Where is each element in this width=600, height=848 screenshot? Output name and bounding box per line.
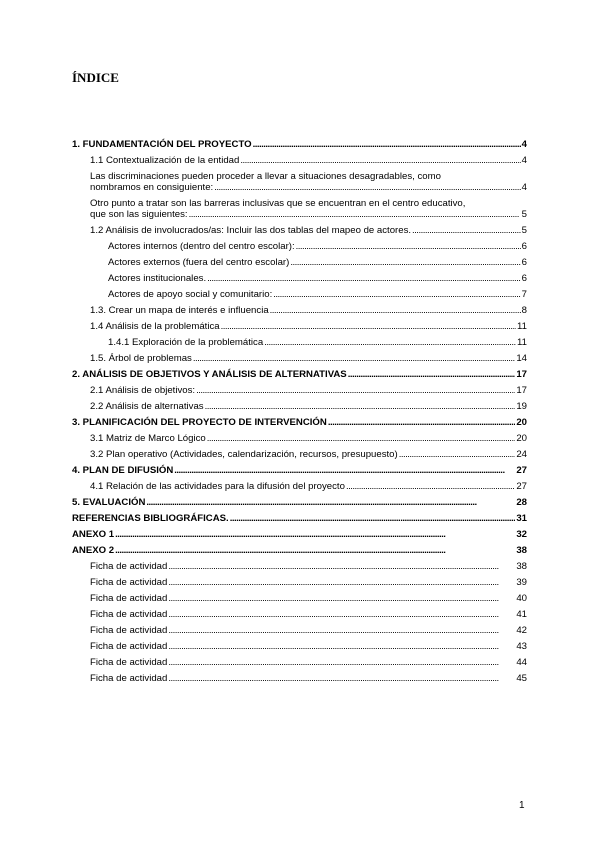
toc-entry-text: 3. PLANIFICACIÓN DEL PROYECTO DE INTERVENCIÓN <box>72 417 327 428</box>
toc-entry-section[interactable] <box>72 139 527 150</box>
toc-entry-text: 1.4 Análisis de la problemática <box>90 321 220 332</box>
toc-entry-text: Ficha de actividad <box>90 673 168 684</box>
toc-page-number: 28 <box>516 497 527 508</box>
toc-entry[interactable] <box>72 353 527 364</box>
dot-leader <box>346 481 515 492</box>
dot-leader <box>168 609 515 620</box>
toc-entry[interactable] <box>72 577 527 588</box>
dot-leader <box>168 625 515 636</box>
toc-page-number: 40 <box>516 593 527 604</box>
toc-entry[interactable] <box>72 198 527 220</box>
toc-page-number: 24 <box>516 449 527 460</box>
toc-page-number: 41 <box>516 609 527 620</box>
toc-entry-text: Actores institucionales. <box>108 273 207 284</box>
dot-leader <box>270 305 521 316</box>
toc-page-number: 32 <box>516 529 527 540</box>
toc-entry-text: 2.2 Análisis de alternativas <box>90 401 204 412</box>
dot-leader <box>189 209 521 220</box>
toc-entry[interactable] <box>72 609 527 620</box>
toc-entry-section[interactable] <box>72 465 527 476</box>
toc-entry-text: que son las siguientes: <box>90 209 188 220</box>
dot-leader <box>168 673 515 684</box>
dot-leader <box>399 449 516 460</box>
toc-entry-text: Las discriminaciones pueden proceder a llevar a situaciones desagradables, como <box>90 171 441 182</box>
toc-entry-section[interactable] <box>72 369 527 380</box>
toc-entry-section[interactable] <box>72 513 527 524</box>
toc-entry-section[interactable] <box>72 529 527 540</box>
toc-page-number: 19 <box>516 401 527 412</box>
dot-leader <box>230 513 516 524</box>
toc-page-number: 6 <box>521 241 527 252</box>
toc-page-number: 27 <box>516 481 527 492</box>
toc-entry[interactable] <box>72 155 527 166</box>
toc-entry[interactable] <box>72 385 527 396</box>
toc-entry[interactable] <box>72 673 527 684</box>
dot-leader <box>207 433 516 444</box>
toc-entry-text: 4.1 Relación de las actividades para la difusión del proyecto <box>90 481 345 492</box>
dot-leader <box>290 257 520 268</box>
toc-entry[interactable] <box>72 225 527 236</box>
toc-page-number: 4 <box>521 182 527 193</box>
dot-leader <box>348 369 516 380</box>
toc-page-number: 7 <box>521 289 527 300</box>
toc-entry-text: 5. EVALUACIÓN <box>72 497 146 508</box>
toc-entry-text: 1.2 Análisis de involucrados/as: Incluir las dos tablas del mapeo de actores. <box>90 225 412 236</box>
toc-entry-text: Actores de apoyo social y comunitario: <box>108 289 273 300</box>
toc-entry[interactable] <box>72 171 527 193</box>
toc-page-number: 4 <box>521 139 527 150</box>
toc-entry-section[interactable] <box>72 417 527 428</box>
dot-leader <box>214 182 520 193</box>
toc-page-number: 5 <box>521 209 527 220</box>
toc-entry-text: Otro punto a tratar son las barreras inclusivas que se encuentran en el centro educativo, <box>90 198 466 209</box>
toc-entry-text: 3.1 Matriz de Marco Lógico <box>90 433 206 444</box>
dot-leader <box>273 289 520 300</box>
toc-page-number: 11 <box>517 321 527 332</box>
toc-page-number: 44 <box>516 657 527 668</box>
dot-leader <box>168 641 515 652</box>
toc-page-number: 4 <box>521 155 527 166</box>
toc-page-number: 6 <box>521 273 527 284</box>
toc-page-number: 17 <box>516 385 527 396</box>
toc-page-number: 20 <box>516 417 527 428</box>
toc-page-number: 17 <box>516 369 527 380</box>
dot-leader <box>240 155 520 166</box>
toc-entry-text: 1.4.1 Exploración de la problemática <box>108 337 264 348</box>
dot-leader <box>193 353 515 364</box>
toc-entry[interactable] <box>72 561 527 572</box>
toc-entry-section[interactable] <box>72 545 527 556</box>
dot-leader <box>168 657 515 668</box>
dot-leader <box>221 321 516 332</box>
toc-subentry[interactable] <box>72 273 527 284</box>
dot-leader <box>174 465 515 476</box>
toc-page-number: 11 <box>517 337 527 348</box>
toc-entry-text: ANEXO 1 <box>72 529 115 540</box>
toc-entry[interactable] <box>72 625 527 636</box>
toc-entry[interactable] <box>72 481 527 492</box>
toc-entry-text: Ficha de actividad <box>90 609 168 620</box>
toc-entry[interactable] <box>72 305 527 316</box>
dot-leader <box>168 593 515 604</box>
toc-entry-text: Ficha de actividad <box>90 577 168 588</box>
toc-entry-text: Ficha de actividad <box>90 625 168 636</box>
toc-page-number: 14 <box>516 353 527 364</box>
toc-entry[interactable] <box>72 657 527 668</box>
dot-leader <box>328 417 516 428</box>
dot-leader <box>115 545 515 556</box>
toc-entry-text: Actores internos (dentro del centro escolar): <box>108 241 295 252</box>
toc-entry-text: nombramos en consiguiente: <box>90 182 214 193</box>
toc-entry[interactable] <box>72 593 527 604</box>
toc-entry-text: Ficha de actividad <box>90 561 168 572</box>
toc-entry-text: ANEXO 2 <box>72 545 115 556</box>
toc-subentry[interactable] <box>72 289 527 300</box>
dot-leader <box>168 577 515 588</box>
toc-entry[interactable] <box>72 449 527 460</box>
toc-subentry[interactable] <box>72 241 527 252</box>
dot-leader <box>207 273 521 284</box>
toc-entry-text: 2.1 Análisis de objetivos: <box>90 385 196 396</box>
toc-title: ÍNDICE <box>72 70 119 85</box>
toc-page-number: 5 <box>521 225 527 236</box>
toc-entry[interactable] <box>72 401 527 412</box>
dot-leader <box>205 401 516 412</box>
toc-entry-section[interactable] <box>72 497 527 508</box>
toc-page-number: 43 <box>516 641 527 652</box>
toc-entry-text: Actores externos (fuera del centro escolar) <box>108 257 290 268</box>
toc-entry-text: Ficha de actividad <box>90 657 168 668</box>
toc-entry-text: 1.1 Contextualización de la entidad <box>90 155 240 166</box>
toc-page-number: 8 <box>521 305 527 316</box>
toc-page-number: 38 <box>516 561 527 572</box>
dot-leader <box>168 561 515 572</box>
dot-leader <box>296 241 521 252</box>
toc-page-number: 20 <box>516 433 527 444</box>
dot-leader <box>146 497 515 508</box>
dot-leader <box>196 385 515 396</box>
toc-page-number: 27 <box>516 465 527 476</box>
toc-entry-text: Ficha de actividad <box>90 593 168 604</box>
toc-subentry[interactable] <box>72 337 527 348</box>
toc-page-number: 31 <box>516 513 527 524</box>
toc-entry-text: 3.2 Plan operativo (Actividades, calendarización, recursos, presupuesto) <box>90 449 398 460</box>
table-of-contents <box>72 139 527 689</box>
toc-entry[interactable] <box>72 433 527 444</box>
toc-entry-text: 2. ANÁLISIS DE OBJETIVOS Y ANÁLISIS DE ALTERNATIVAS <box>72 369 347 380</box>
toc-entry-text: 1.3. Crear un mapa de interés e influencia <box>90 305 269 316</box>
dot-leader <box>253 139 521 150</box>
dot-leader <box>412 225 521 236</box>
toc-page-number: 38 <box>516 545 527 556</box>
toc-entry-text: 1.5. Árbol de problemas <box>90 353 192 364</box>
toc-subentry[interactable] <box>72 257 527 268</box>
toc-entry-text: 1. FUNDAMENTACIÓN DEL PROYECTO <box>72 139 252 150</box>
toc-entry[interactable] <box>72 321 527 332</box>
toc-entry[interactable] <box>72 641 527 652</box>
toc-page-number: 45 <box>516 673 527 684</box>
toc-page-number: 39 <box>516 577 527 588</box>
toc-entry-text: Ficha de actividad <box>90 641 168 652</box>
dot-leader <box>264 337 516 348</box>
toc-page-number: 42 <box>516 625 527 636</box>
page-number: 1 <box>519 800 525 811</box>
dot-leader <box>115 529 515 540</box>
toc-page-number: 6 <box>521 257 527 268</box>
toc-entry-text: 4. PLAN DE DIFUSIÓN <box>72 465 174 476</box>
toc-entry-text: REFERENCIAS BIBLIOGRÁFICAS. <box>72 513 229 524</box>
